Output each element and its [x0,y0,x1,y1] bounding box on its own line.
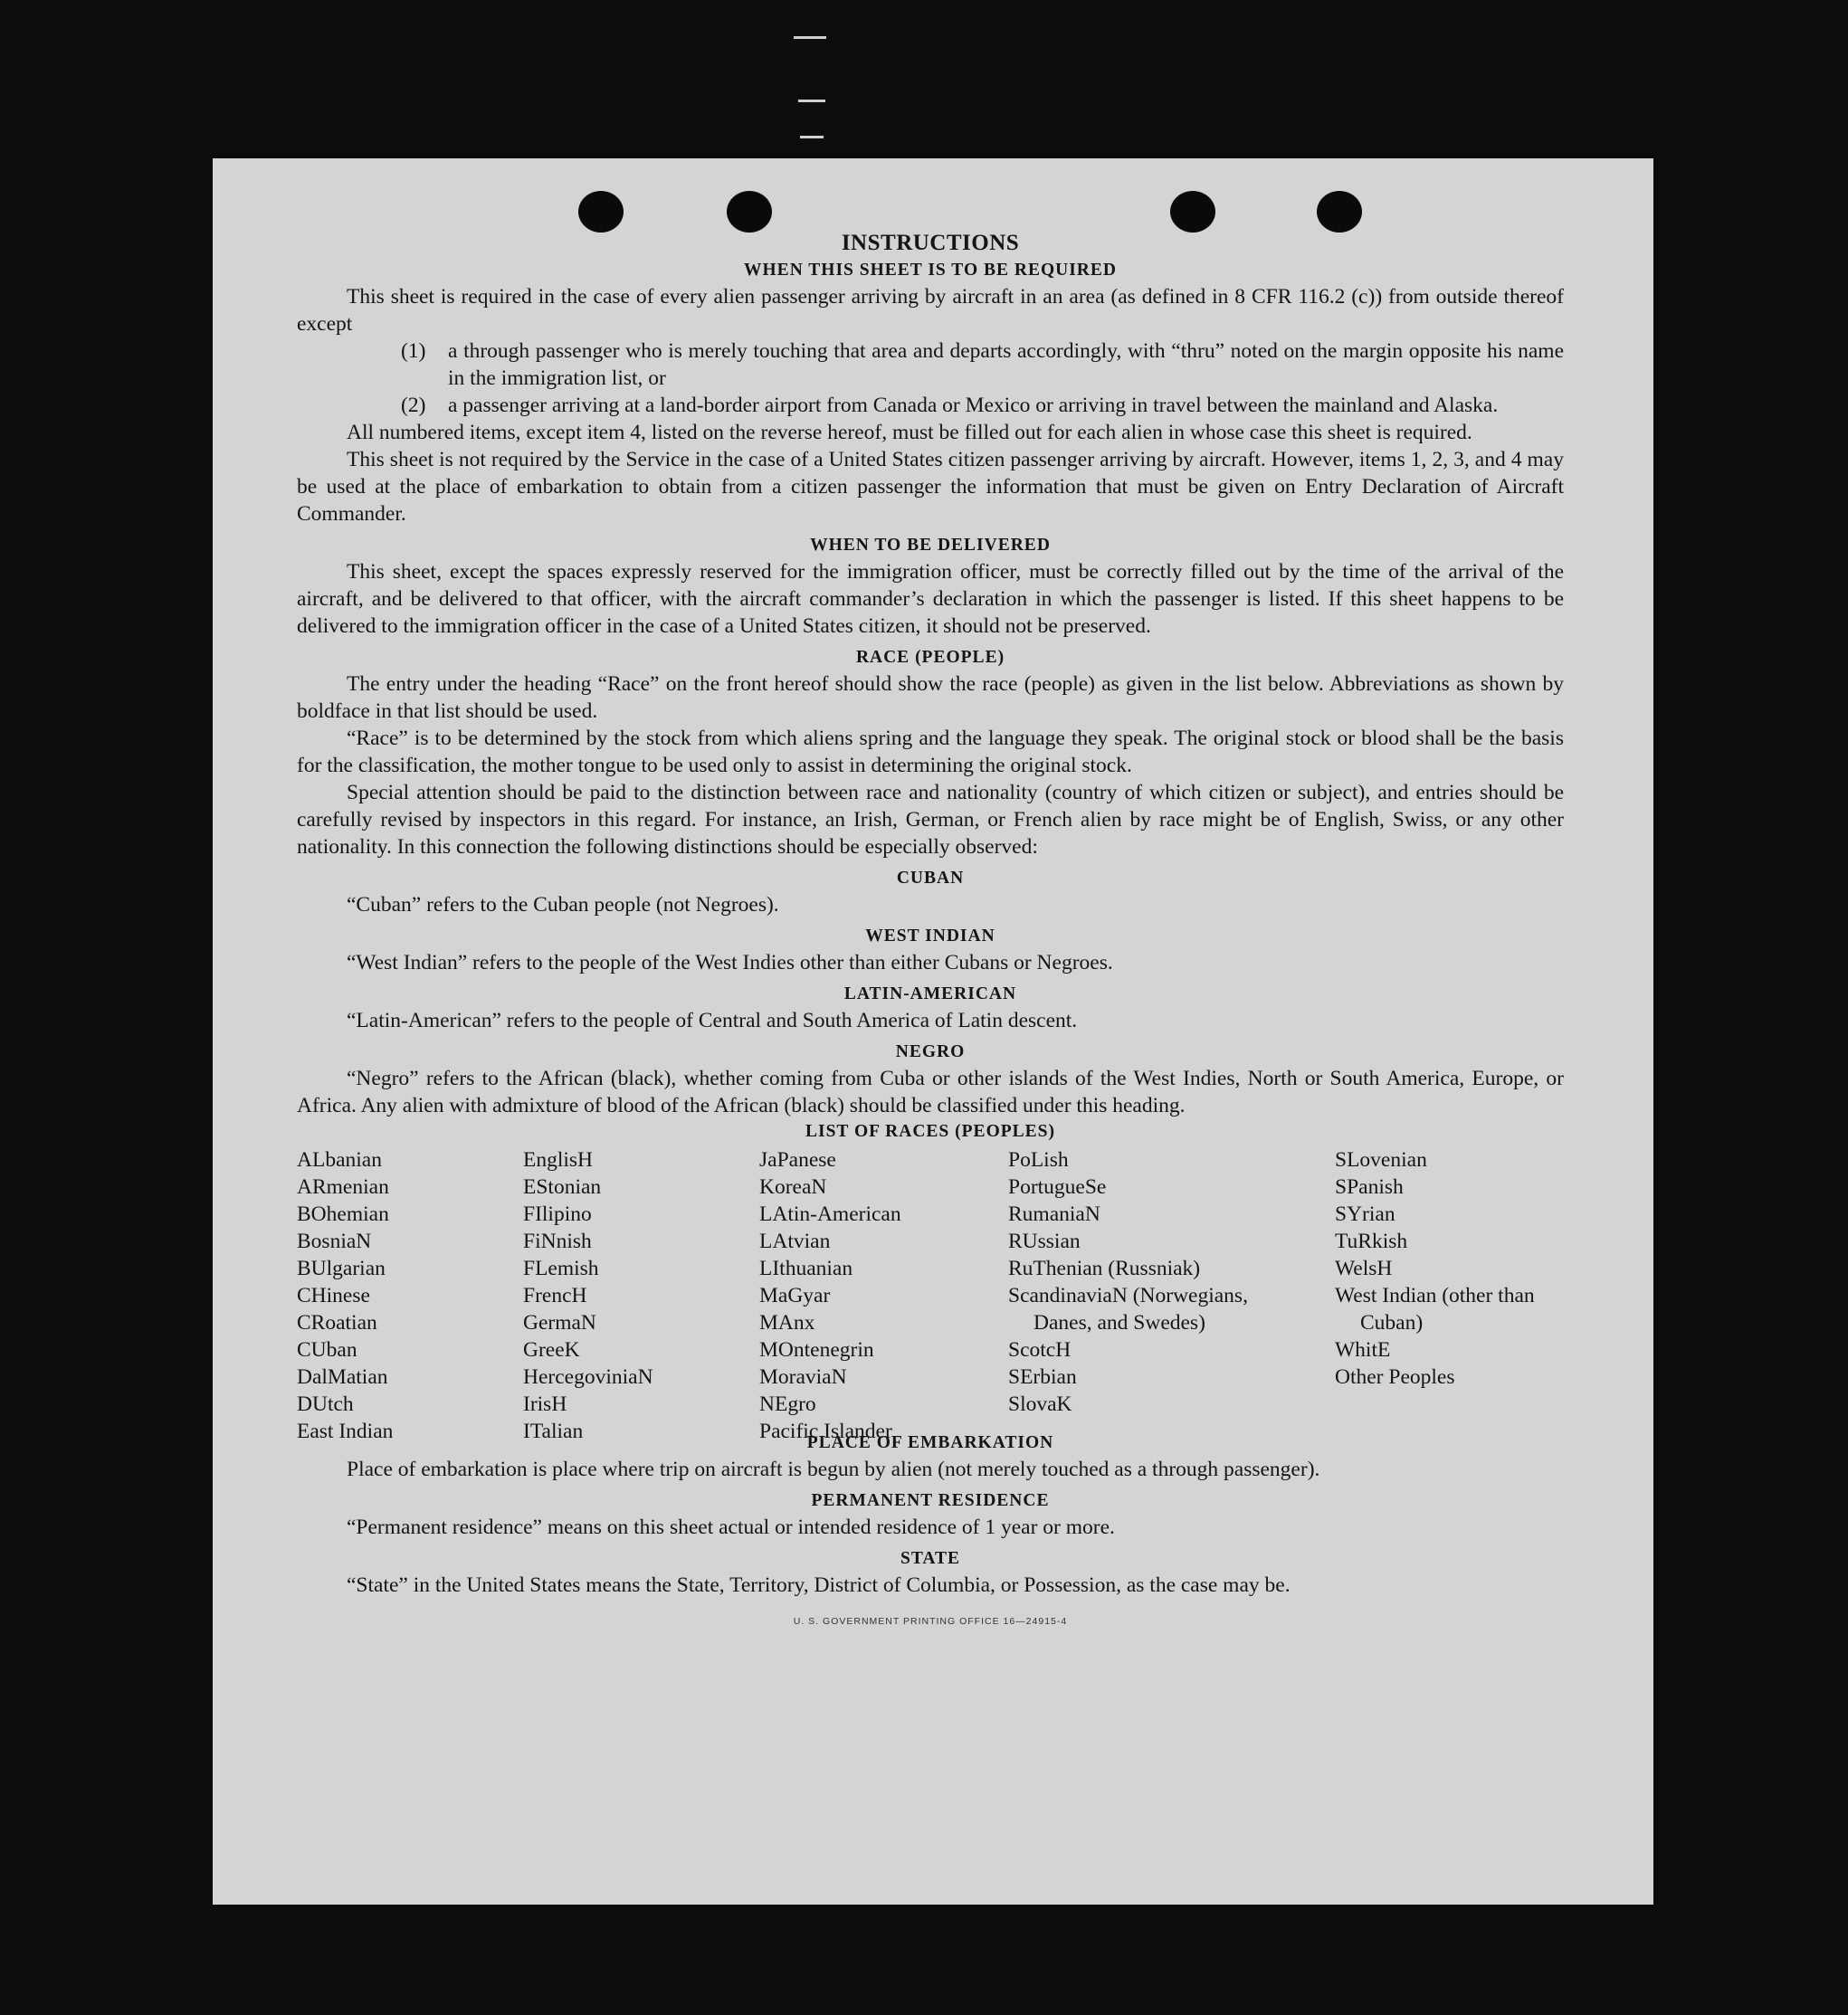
race-item: LIthuanian [759,1257,853,1280]
race-item: SPanish [1335,1175,1404,1199]
race-item: SlovaK [1008,1392,1072,1416]
paragraph: “Latin-American” refers to the people of Central and South America of Latin descent. [347,1009,1078,1032]
race-item: WelsH [1335,1257,1393,1280]
race-item: BOhemian [297,1202,389,1226]
race-item: RUssian [1008,1230,1081,1253]
scan-mark [794,36,826,39]
race-item: DUtch [297,1392,354,1416]
race-item: MOntenegrin [759,1338,874,1362]
punch-hole [727,191,772,233]
race-item: FLemish [523,1257,599,1280]
page-title: INSTRUCTIONS [841,231,1020,255]
punch-hole [1170,191,1215,233]
paragraph: Special attention should be paid to the distinction between race and nationality (country of which citizen or subject), and entries should be carefully revised by inspectors in this regard. For instance, an Irish, German, or French alien by race might be of English, Swiss, or any other nationality. In this connection the following distinctions should be especially observed: [297,781,1564,859]
race-item: ScandinaviaN (Norwegians, Danes, and Swedes) [1008,1284,1248,1335]
paragraph: “Negro” refers to the African (black), whether coming from Cuba or other islands of the West Indies, North or South America, Europe, or Africa. Any alien with admixture of blood of the African (black) should be classified under this heading. [297,1067,1564,1117]
race-item: SYrian [1335,1202,1396,1226]
heading-cuban: CUBAN [896,869,965,888]
race-item: FiNnish [523,1230,592,1253]
item-text: a passenger arriving at a land-border airport from Canada or Mexico or arriving in travel between the mainland and Alaska. [448,394,1499,417]
heading-permanent-residence: PERMANENT RESIDENCE [811,1491,1050,1510]
paragraph: Place of embarkation is place where trip on aircraft is begun by alien (not merely touched as a through passenger). [347,1458,1320,1481]
exception-item-2 [401,392,1564,419]
race-item: MAnx [759,1311,815,1335]
race-item: PortugueSe [1008,1175,1107,1199]
instructions-content [297,229,1564,1635]
heading-state: STATE [900,1549,961,1568]
paragraph: This sheet is required in the case of every alien passenger arriving by aircraft in an area (as defined in 8 CFR 116.2 (c)) from outside thereof except [297,285,1564,336]
race-item: HercegoviniaN [523,1365,653,1389]
paragraph: “Permanent residence” means on this sheet actual or intended residence of 1 year or more. [347,1516,1115,1539]
document-sheet [213,158,1653,1905]
race-item: ITalian [523,1420,584,1443]
race-column-5 [1335,1146,1564,1391]
race-item: FrencH [523,1284,587,1307]
item-text: a through passenger who is merely touching that area and departs accordingly, with “thru” noted on the margin opposite his name in the immigration list, or [448,339,1564,390]
scan-mark [798,100,825,102]
punch-hole [1317,191,1362,233]
race-item: WhitE [1335,1338,1391,1362]
race-item: West Indian (other than Cuban) [1335,1284,1535,1335]
heading-latin-american: LATIN-AMERICAN [843,984,1017,1003]
paragraph: All numbered items, except item 4, listed on the reverse hereof, must be filled out for each alien in whose case this sheet is required. [347,421,1472,444]
race-item: ARmenian [297,1175,389,1199]
race-item: SLovenian [1335,1148,1427,1172]
race-item: RumaniaN [1008,1202,1100,1226]
punch-hole [578,191,624,233]
race-item: CHinese [297,1284,370,1307]
paragraph: “Cuban” refers to the Cuban people (not Negroes). [347,893,779,917]
race-item: IrisH [523,1392,567,1416]
paragraph: “State” in the United States means the State, Territory, District of Columbia, or Possession, as the case may be. [347,1573,1291,1597]
heading-negro: NEGRO [895,1042,966,1061]
race-item: ALbanian [297,1148,382,1172]
race-column-1 [297,1146,496,1445]
paragraph: This sheet, except the spaces expressly reserved for the immigration officer, must be correctly filled out by the time of the arrival of the aircraft, and be delivered to that officer, with the aircraft commander’s declaration in which the passenger is listed. If this sheet happens to be delivered to the immigration officer in the case of a United States citizen, it should not be preserved. [297,560,1564,638]
race-item: RuThenian (Russniak) [1008,1257,1201,1280]
race-item: JaPanese [759,1148,836,1172]
race-item: NEgro [759,1392,816,1416]
heading-place-of-embarkation: PLACE OF EMBARKATION [806,1433,1054,1452]
paragraph: The entry under the heading “Race” on the front hereof should show the race (people) as given in the list below. Abbreviations as shown by boldface in that list should be used. [297,672,1564,723]
race-item: CUban [297,1338,357,1362]
race-item: Pacific Islander [759,1420,892,1443]
race-item: CRoatian [297,1311,377,1335]
paragraph: “West Indian” refers to the people of the West Indies other than either Cubans or Negroes. [347,951,1113,974]
paragraph: This sheet is not required by the Service in the case of a United States citizen passenger arriving by aircraft. However, items 1, 2, 3, and 4 may be used at the place of embarkation to obtain from a citizen passenger the information that must be given on Entry Declaration of Aircraft Commander. [297,448,1564,526]
race-column-4 [1008,1146,1271,1418]
race-item: GreeK [523,1338,580,1362]
paragraph: “Race” is to be determined by the stock from which aliens spring and the language they speak. The original stock or blood shall be the basis for the classification, the mother tongue to be used only to assist in determining the original stock. [297,727,1564,777]
printer-imprint: U. S. GOVERNMENT PRINTING OFFICE 16—24915-4 [793,1616,1068,1627]
item-number: (1) [401,339,426,363]
race-item: ScotcH [1008,1338,1072,1362]
exception-item-1 [401,337,1564,392]
heading-list-of-races: LIST OF RACES (PEOPLES) [805,1122,1055,1141]
race-item: GermaN [523,1311,596,1335]
race-item: DalMatian [297,1365,388,1389]
race-item: LAtin-American [759,1202,901,1226]
race-item: PoLish [1008,1148,1069,1172]
race-item: East Indian [297,1420,394,1443]
race-item: LAtvian [759,1230,831,1253]
heading-race: RACE (PEOPLE) [855,648,1005,667]
race-item: TuRkish [1335,1230,1408,1253]
race-item: BosniaN [297,1230,372,1253]
race-column-3 [759,1146,976,1445]
scan-mark [800,136,824,138]
item-number: (2) [401,394,426,417]
race-item: SErbian [1008,1365,1077,1389]
heading-west-indian: WEST INDIAN [865,927,995,946]
race-item: Other Peoples [1335,1365,1455,1389]
race-item: KoreaN [759,1175,827,1199]
race-column-2 [523,1146,731,1445]
race-item: MaGyar [759,1284,831,1307]
heading-when-delivered: WHEN TO BE DELIVERED [810,536,1051,555]
race-item: BUlgarian [297,1257,386,1280]
race-item: EStonian [523,1175,602,1199]
heading-when-required: WHEN THIS SHEET IS TO BE REQUIRED [744,261,1117,280]
race-item: FIlipino [523,1202,592,1226]
race-item: MoraviaN [759,1365,847,1389]
race-item: EnglisH [523,1148,594,1172]
